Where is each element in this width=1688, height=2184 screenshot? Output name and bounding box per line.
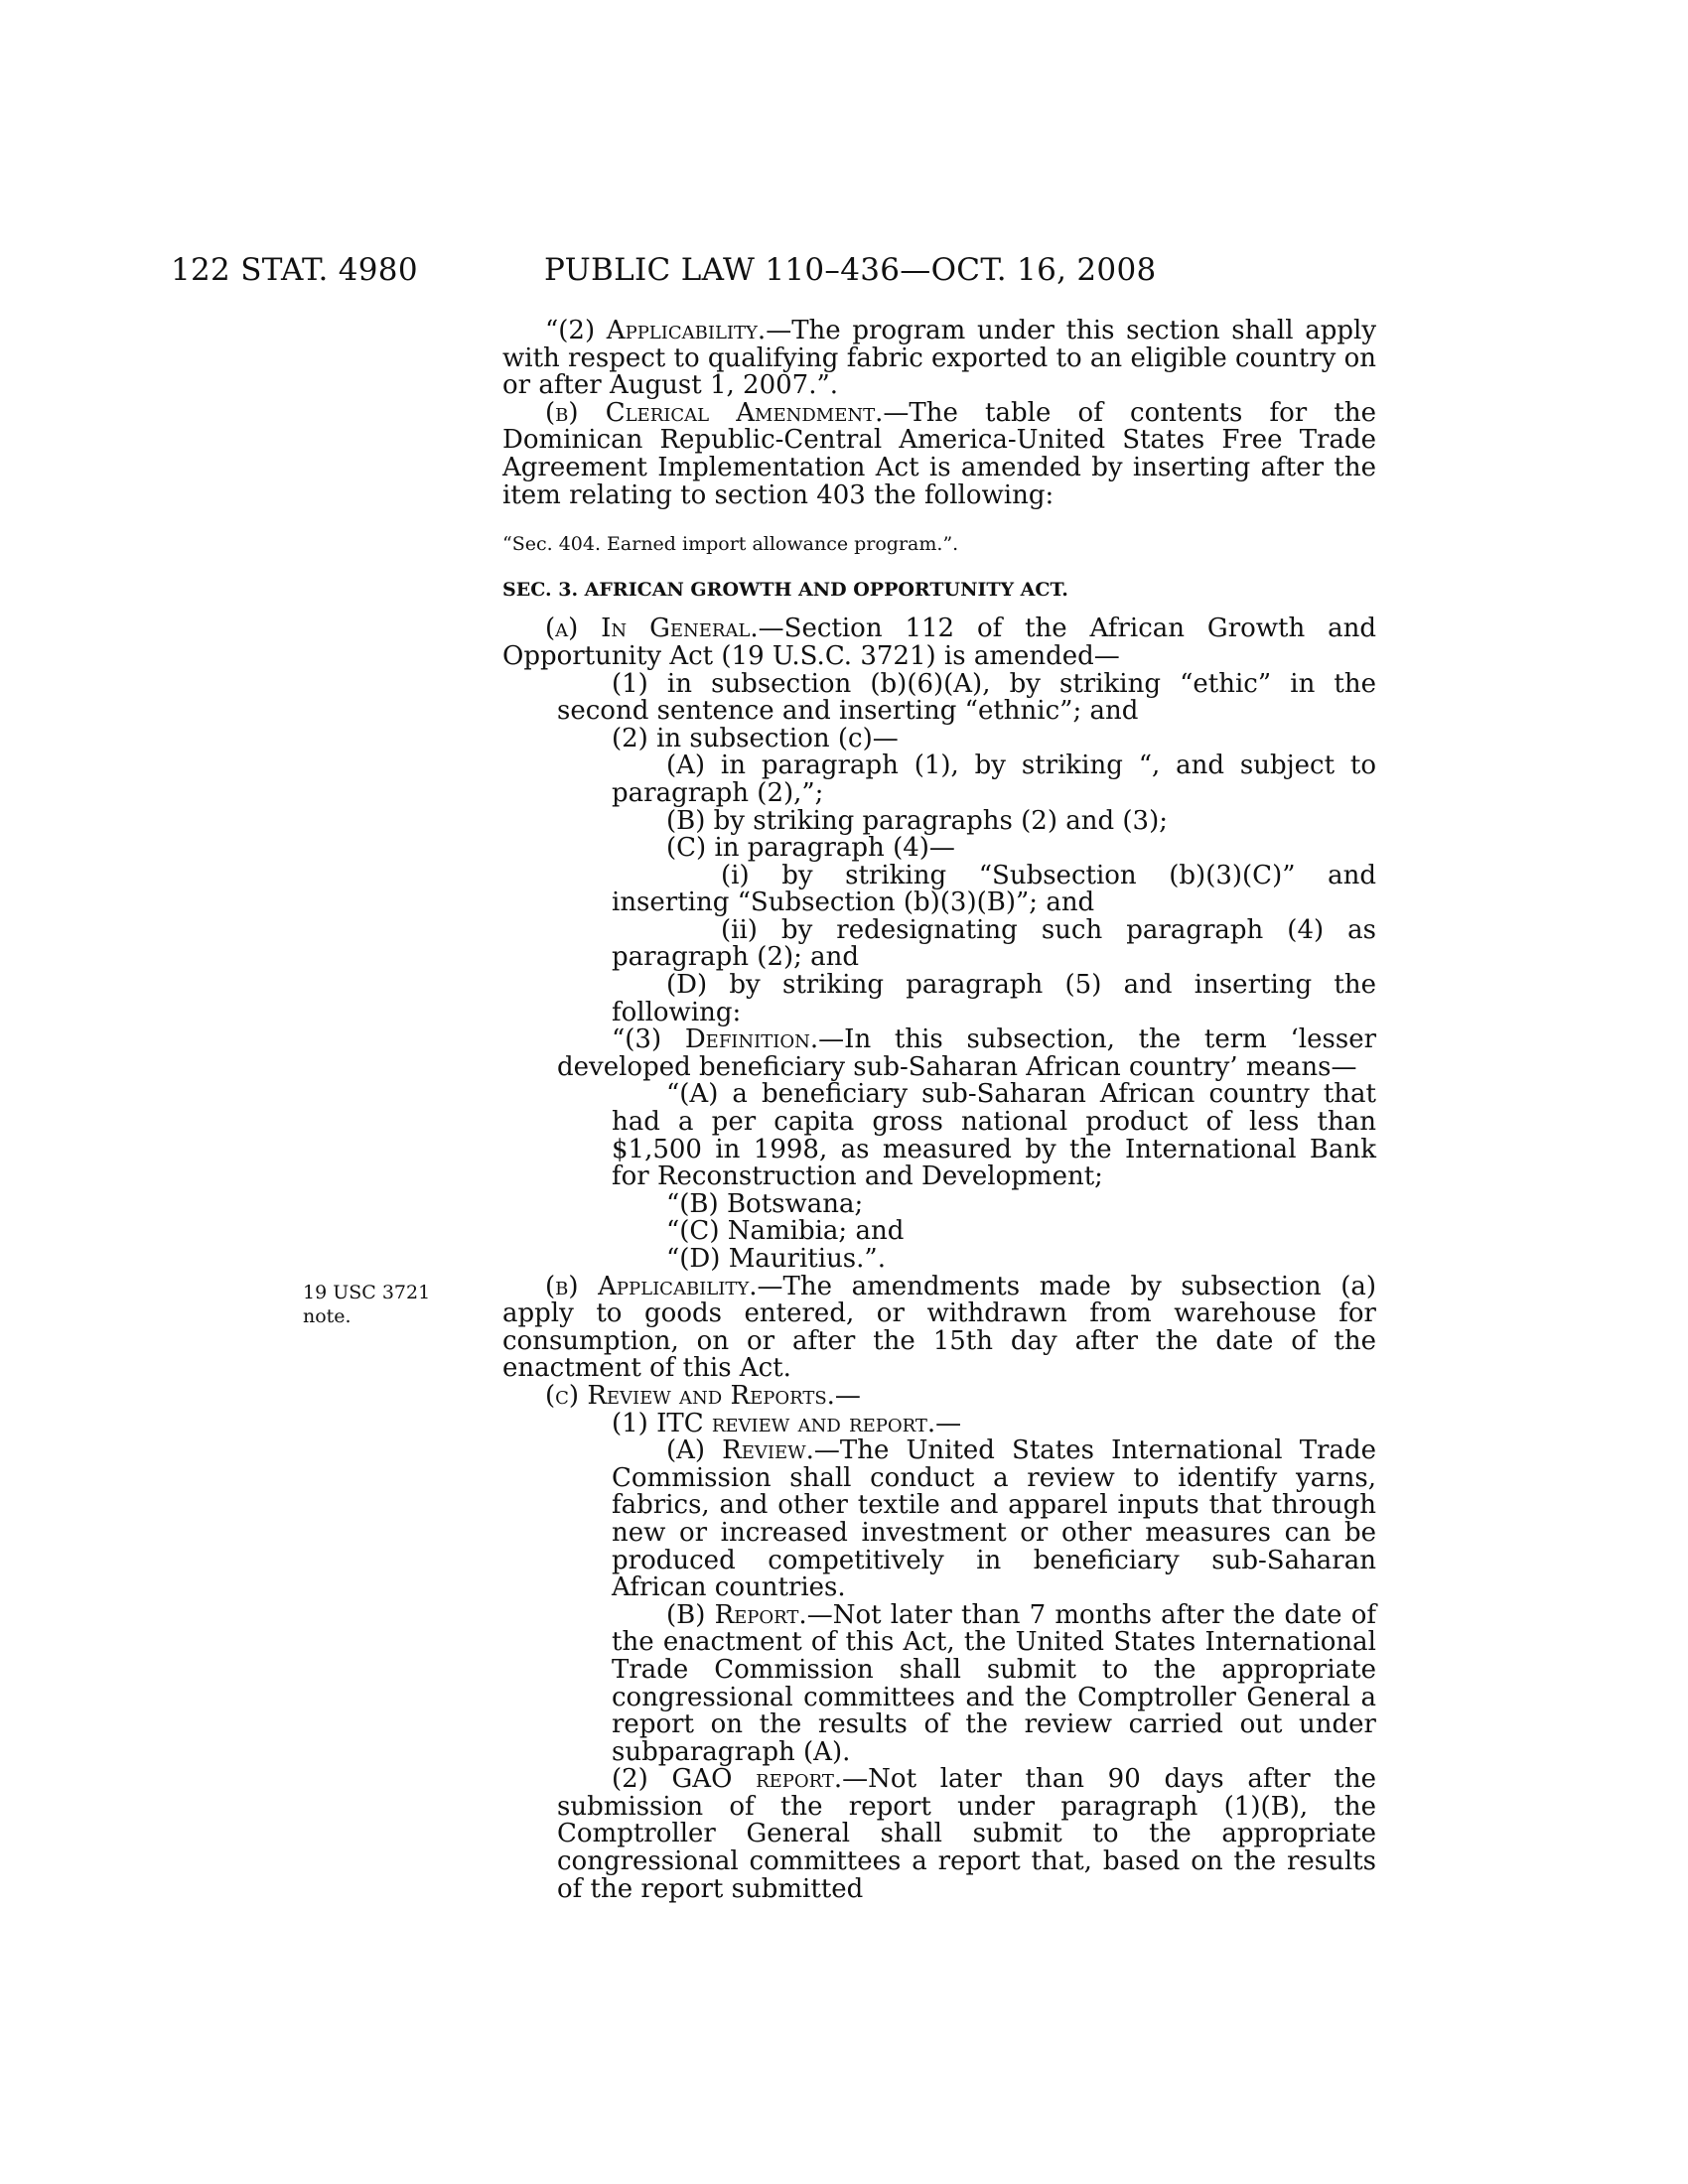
clause-a1: (1) in subsection (b)(6)(A), by striking “ethic” in the second sentence and inserting “ethnic”; and: [557, 668, 1376, 727]
definition-B: “(B) Botswana;: [666, 1188, 864, 1219]
paragraph-applicability-2: “(2) Applicability.—The program under this section shall apply with respect to qualifying fabric exported to an eligible country on or after August 1, 2007.”.: [502, 316, 1377, 401]
paragraph-itc-review: (1) ITC review and report.—: [612, 1408, 962, 1438]
margin-note-label: note.: [303, 1305, 352, 1327]
margin-note-citation: 19 USC 3721: [303, 1282, 431, 1303]
paragraph-gao-report: (2) GAO report.—Not later than 90 days after the submission of the report under paragraph (1)(B), the Comptroller General shall submit to the appropriate congressional committees a report that, based on the results of the report submitted: [557, 1764, 1376, 1904]
paragraph-applicability-b: (b) Applicability.—The amendments made by subsection (a) apply to goods entered, or withdrawn from warehouse for consumption, on or after the 15th day after the date of the enactment of this Act.: [502, 1271, 1377, 1384]
paragraph-clerical-amendment: (b) Clerical Amendment.—The table of contents for the Dominican Republic-Central America-United States Free Trade Agreement Implementation Act is amended by inserting after the item relating to section 403 the following:: [502, 397, 1376, 510]
toc-item: “Sec. 404. Earned import allowance program.”.: [502, 533, 959, 556]
clause-a2D: (D) by striking paragraph (5) and inserting the following:: [612, 970, 1376, 1027]
clause-a2Cii: (ii) by redesignating such paragraph (4) as paragraph (2); and: [612, 914, 1376, 973]
definition-D: “(D) Mauritius.”.: [666, 1244, 886, 1274]
definition-C: “(C) Namibia; and: [666, 1216, 905, 1247]
margin-note: [303, 1281, 430, 1328]
page-title: PUBLIC LAW 110–436—OCT. 16, 2008: [544, 252, 1157, 288]
paragraph-review: (A) Review.—The United States International Trade Commission shall conduct a review to identify yarns, fabrics, and other textile and apparel inputs that through new or increased investment or other measures can be produced competitively in beneficiary sub-Saharan African countries.: [612, 1435, 1376, 1603]
clause-a2Ci: (i) by striking “Subsection (b)(3)(C)” and inserting “Subsection (b)(3)(B)”; and: [612, 860, 1376, 918]
paragraph-in-general: (a) In General.—Section 112 of the African Growth and Opportunity Act (19 U.S.C. 3721) is amended—: [502, 614, 1376, 671]
clause-a2C: (C) in paragraph (4)—: [666, 833, 955, 864]
section-heading: SEC. 3. AFRICAN GROWTH AND OPPORTUNITY ACT.: [502, 578, 1068, 601]
page-reference: 122 STAT. 4980: [171, 252, 418, 288]
clause-a2: (2) in subsection (c)—: [612, 723, 899, 753]
statute-body: [502, 318, 1376, 1903]
definition-A: “(A) a beneficiary sub-Saharan African country that had a per capita gross national product of less than $1,500 in 1998, as measured by the International Bank for Reconstruction and Development;: [612, 1079, 1376, 1192]
paragraph-review-and-reports: (c) Review and Reports.—: [545, 1380, 861, 1411]
paragraph-report: (B) Report.—Not later than 7 months after the date of the enactment of this Act, the United States International Trade Commission shall submit to the appropriate congressional committees and the Comptroller General a report on the results of the review carried out under subparagraph (A).: [612, 1599, 1377, 1767]
clause-a2B: (B) by striking paragraphs (2) and (3);: [666, 805, 1168, 836]
paragraph-definition: “(3) Definition.—In this subsection, the term ‘lesser developed beneficiary sub-Saharan African country’ means—: [557, 1024, 1377, 1082]
clause-a2A: (A) in paragraph (1), by striking “, and subject to paragraph (2),”;: [612, 751, 1376, 808]
